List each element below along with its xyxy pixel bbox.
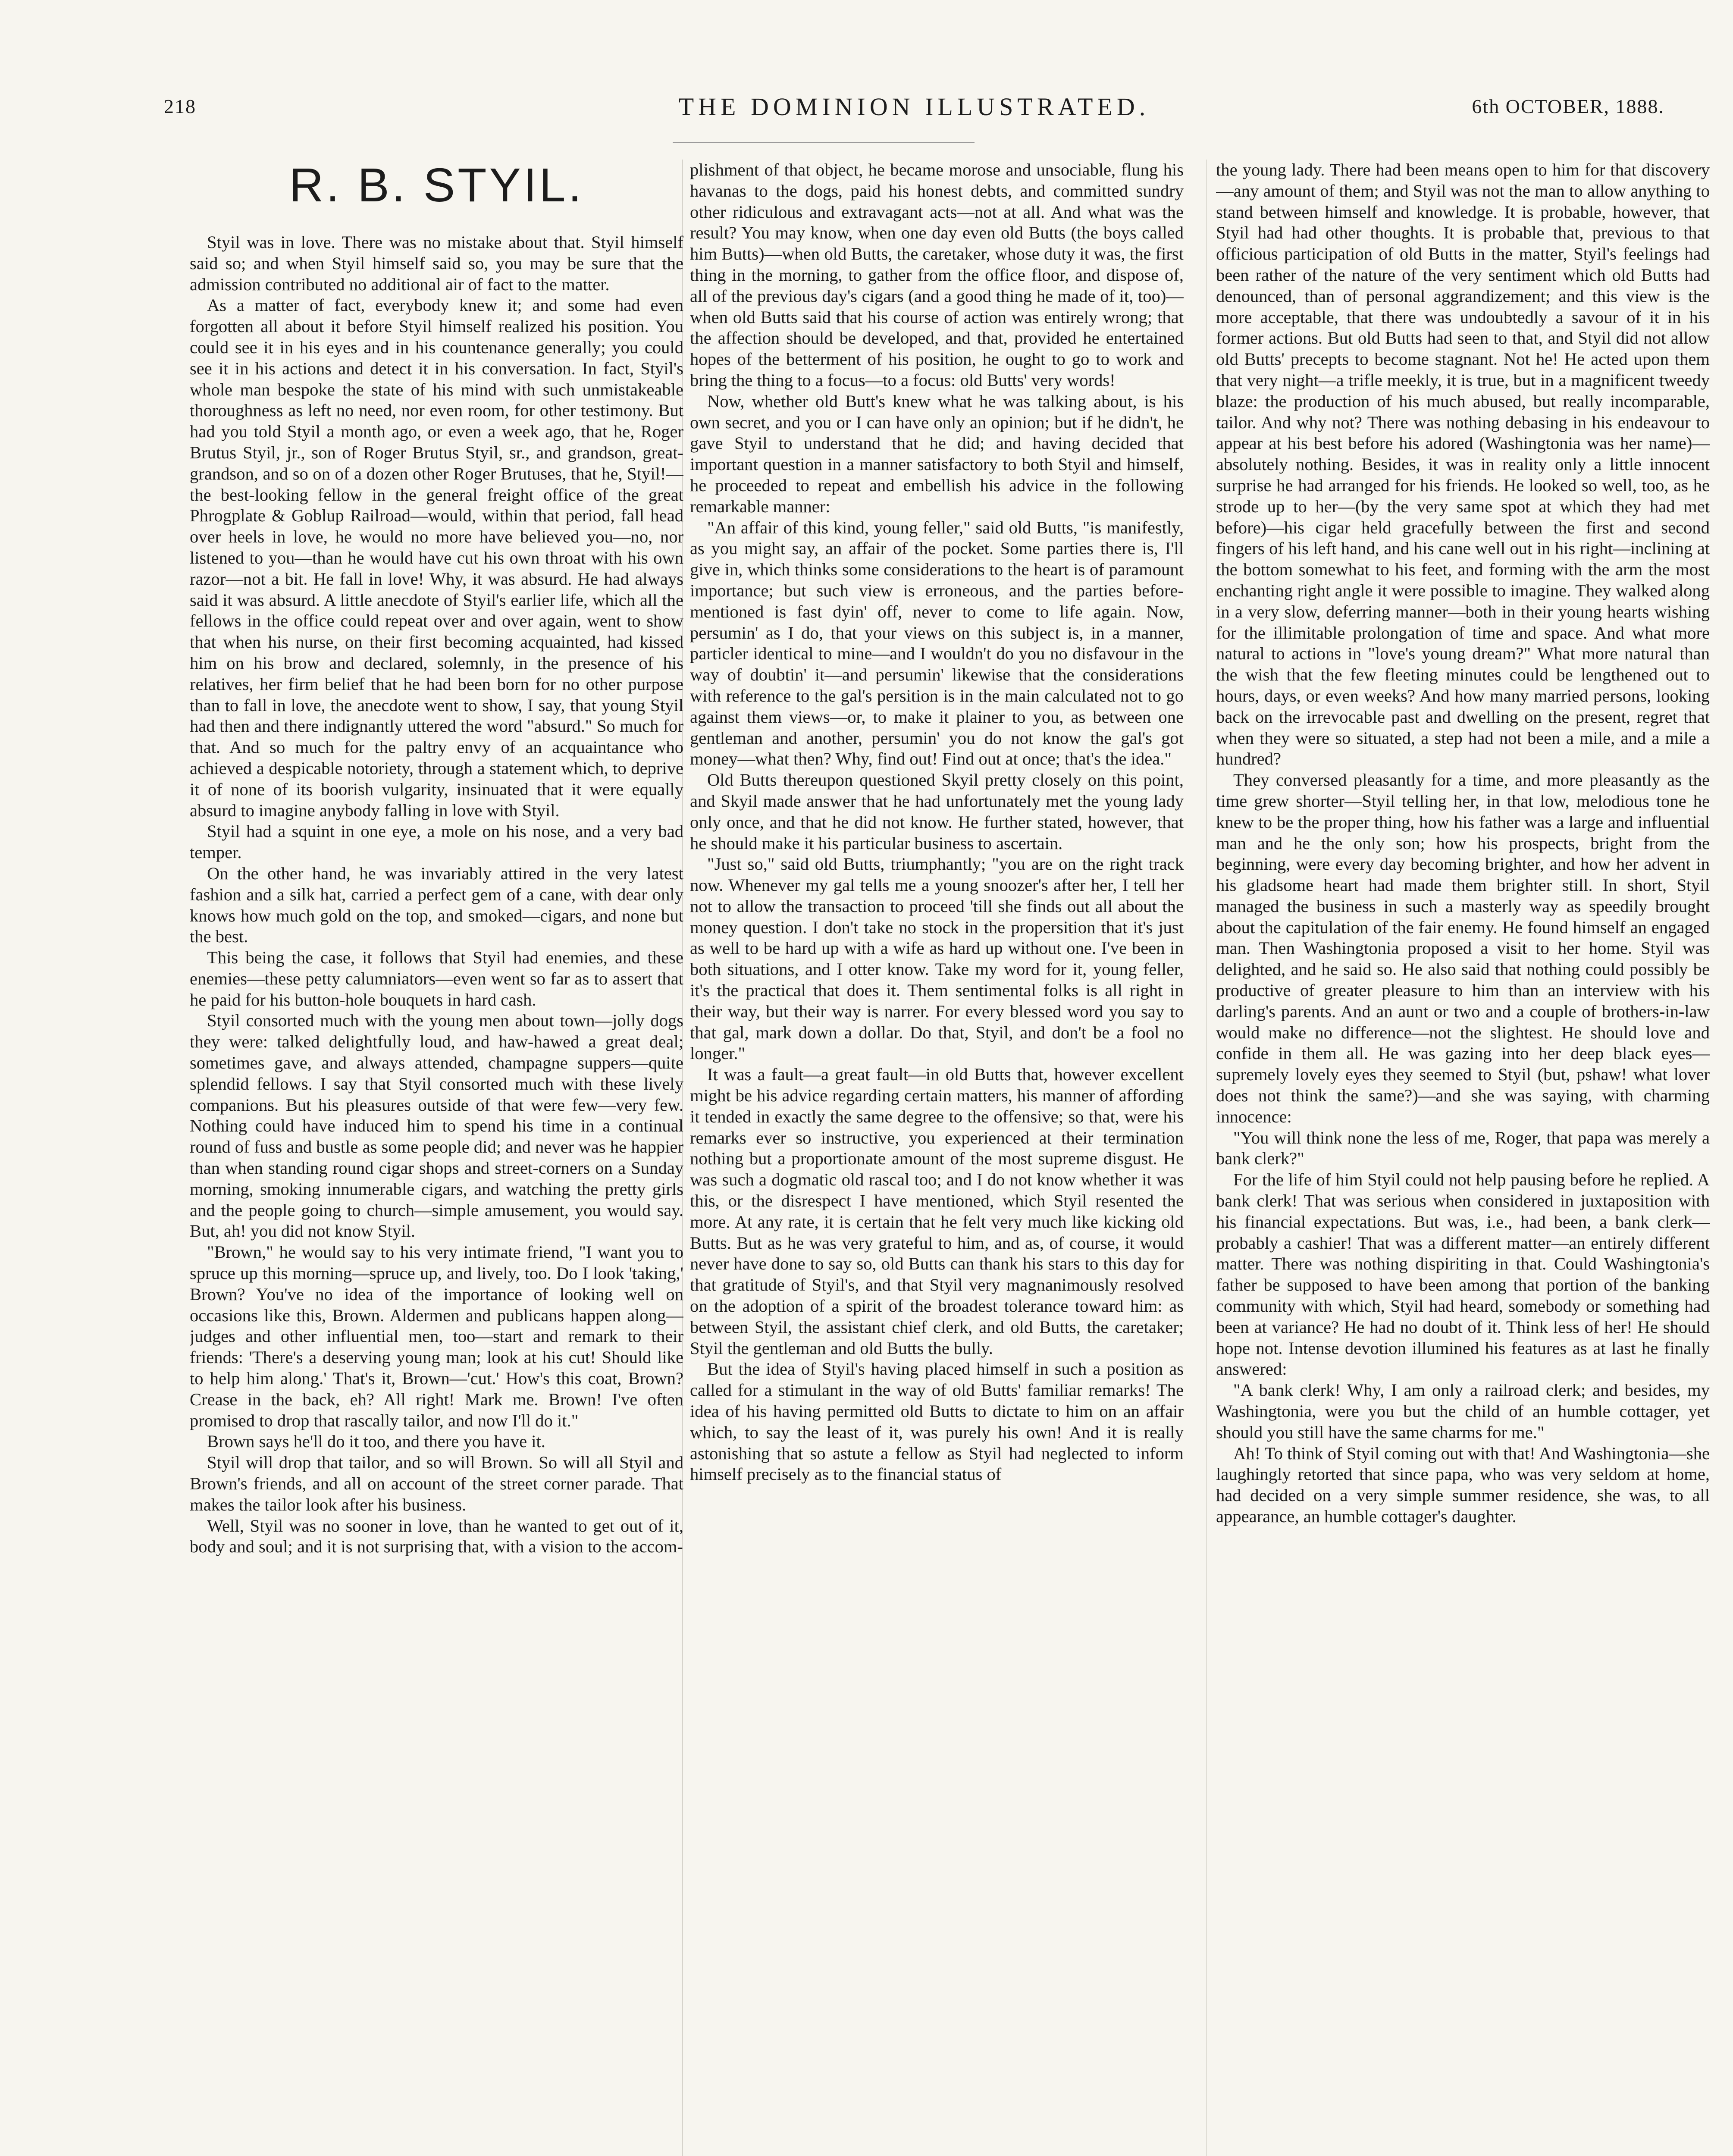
paragraph: Old Butts thereupon questioned Skyil pretty closely on this point, and Skyil made answer that he had unfortunately met the young lady only once, and that he did not know. He further stated, however, that he should make it his particular business to ascertain.: [690, 770, 1184, 853]
text-column-3: [1216, 160, 1710, 1527]
paragraph: Styil was in love. There was no mistake about that. Styil himself said so; and when Styil himself said so, you may be sure that the admission contributed no additional air of fact to the matter.: [190, 232, 683, 294]
page-number: 218: [164, 95, 196, 117]
paragraph: Styil will drop that tailor, and so will Brown. So will all Styil and Brown's friends, and all on account of the street corner parade. That makes the tailor look after his business.: [190, 1453, 683, 1514]
running-head: [164, 95, 1664, 134]
article-title: R. B. STYIL.: [289, 160, 584, 212]
paragraph: "A bank clerk! Why, I am only a railroad clerk; and besides, my Washingtonia, were you but the child of an humble cottager, yet should you still have the same charms for me.": [1216, 1380, 1710, 1442]
paragraph: It was a fault—a great fault—in old Butts that, however excellent might be his advice regarding certain matters, his manner of affording it tended in exactly the same degree to the offensive; so that, were his remarks ever so instructive, you experienced at their termination nothing but a proportionate amount of the most supreme disgust. He was such a dogmatic old rascal too; and I do not know whether it was this, or the disrespect I have mentioned, which Styil resented the more. At any rate, it is certain that he felt very much like kicking old Butts. But as he was very grateful to him, and as, of course, it would never have done to say so, old Butts can thank his stars to this day for that gratitude of Styil's, and that Styil very magnanimously resolved on the adoption of a spirit of the broadest tolerance toward him: as between Styil, the assistant chief clerk, and old Butts, the caretaker; Styil the gentleman and old Butts the bully.: [690, 1065, 1184, 1358]
paragraph: "An affair of this kind, young feller," said old Butts, "is manifestly, as you might say, an affair of the pocket. Some parties there is, I'll give in, which thinks some considerations to the heart is of paramount importance; but such view is erroneous, and the parties before-mentioned is fast dyin' off, never to come to life again. Now, persumin' as I do, that your views on this subject is, in a manner, particler identical to mine—and I wouldn't do you no disfavour in the way of doubtin' it—and persumin' likewise that the considerations with reference to the gal's persition is in the main calculated not to go against them views—or, to make it plainer to you, as between one gentleman and another, persumin' you do not know the gal's got money—what then? Why, find out! Find out at once; that's the idea.": [690, 517, 1184, 769]
paragraph: "You will think none the less of me, Roger, that papa was merely a bank clerk?": [1216, 1128, 1710, 1169]
paragraph: On the other hand, he was invariably attired in the very latest fashion and a silk hat, carried a perfect gem of a cane, with dear only knows how much gold on the top, and smoked—cigars, and none but the best.: [190, 863, 683, 946]
paragraph: plishment of that object, he became morose and unsociable, flung his havanas to the dogs, paid his honest debts, and committed sundry other ridiculous and extravagant acts—not at all. And what was the result? You may know, when one day even old Butts (the boys called him Butts)—when old Butts, the caretaker, whose duty it was, the first thing in the morning, to gather from the office floor, and dispose of, all of the previous day's cigars (and a good thing he made of it, too)—when old Butts said that his course of action was entirely wrong; that the affection should be developed, and that, provided he entertained hopes of the betterment of his position, he ought to go to work and bring the thing to a focus—to a focus: old Butts' very words!: [690, 160, 1184, 390]
paragraph: Styil had a squint in one eye, a mole on his nose, and a very bad temper.: [190, 821, 683, 862]
paragraph: Now, whether old Butt's knew what he was talking about, is his own secret, and you or I can have only an opinion; but if he didn't, he gave Styil to understand that he did; and having decided that important question in a manner satisfactory to both Styil and himself, he proceeded to repeat and embellish his advice in the following remarkable manner:: [690, 391, 1184, 516]
paragraph: Brown says he'll do it too, and there you have it.: [207, 1432, 545, 1451]
issue-date: 6th OCTOBER, 1888.: [1472, 95, 1664, 117]
text-column-1: [190, 160, 683, 1557]
paragraph: They conversed pleasantly for a time, and more pleasantly as the time grew shorter—Styil telling her, in that low, melodious tone he knew to be the proper thing, how his father was a large and influential man and he the only son; how his prospects, bright from the beginning, were every day becoming brighter, and how her advent in his gladsome heart had made them brighter still. In short, Styil managed the business in such a masterly way as speedily brought about the capitulation of the fair enemy. He found himself an engaged man. Then Washingtonia proposed a visit to her home. Styil was delighted, and he said so. He also said that nothing could possibly be productive of greater pleasure to him than an interview with his darling's parents. And an aunt or two and a couple of brothers-in-law would make no difference—not the slightest. He should love and confide in them all. He was gazing into her deep black eyes—supremely lovely eyes they seemed to Styil (but, pshaw! what lover does not think the same?)—and she was saying, with charming innocence:: [1216, 770, 1710, 1126]
paragraph: "Brown," he would say to his very intimate friend, "I want you to spruce up this morning—spruce up, and lively, too. Do I look 'taking,' Brown? You've no idea of the importance of looking well on occasions like this, Brown. Aldermen and publicans happen along—judges and other influential men, too—start and remark to their friends: 'There's a deserving young man; look at his cut! Should like to help him along.' That's it, Brown—'cut.' How's this coat, Brown? Crease in the back, eh? All right! Mark me. Brown! I've often promised to drop that rascally tailor, and now I'll do it.": [190, 1242, 683, 1430]
paragraph: Styil consorted much with the young men about town—jolly dogs they were: talked delightfully loud, and haw-hawed a great deal; sometimes gave, and always attended, champagne suppers—quite splendid fellows. I say that Styil consorted much with these lively companions. But his pleasures outside of that were few—very few. Nothing could have induced him to spend his time in a continual round of fuss and bustle as some people did; and never was he happier than when standing round cigar shops and street-corners on a Sunday morning, smoking innumerable cigars, and watching the pretty girls and the people going to church—simple amusement, you would say. But, ah! you did not know Styil.: [190, 1011, 683, 1241]
paragraph: This being the case, it follows that Styil had enemies, and these enemies—these petty calumniators—even went so far as to assert that he paid for his button-hole bouquets in hard cash.: [190, 948, 683, 1009]
journal-title: THE DOMINION ILLUSTRATED.: [678, 93, 1150, 121]
paragraph: As a matter of fact, everybody knew it; and some had even forgotten all about it before Styil himself realized his position. You could see it in his eyes and in his countenance generally; you could see it in his actions and detect it in his conversation. In fact, Styil's whole man bespoke the state of his mind with such unmistakeable thoroughness as left no need, nor even room, for other testimony. But had you told Styil a month ago, or even a week ago, that he, Roger Brutus Styil, jr., son of Roger Brutus Styil, sr., and grandson, great-grandson, and so on of a dozen other Roger Brutuses, that he, Styil!—the best-looking fellow in the general freight office of the great Phrogplate & Goblup Railroad—would, within that period, fall head over heels in love, he would no more have believed you—no, nor listened to you—than he would have cut his own throat with his own razor—not a bit. He fall in love! Why, it was absurd. He had always said it was absurd. A little anecdote of Styil's earlier life, which all the fellows in the office could repeat over and over again, went to show that when his nurse, on their first becoming acquainted, had kissed him on his brow and declared, solemnly, in the presence of his relatives, her firm belief that he had been born for no other purpose than to fall in love, the anecdote went to show, I say, that young Styil had then and there indignantly uttered the word "absurd." So much for that. And so much for the paltry envy of an acquaintance who achieved a despicable notoriety, through a statement which, to deprive it of none of its boorish vulgarity, insinuated that it were equally absurd to imagine anybody falling in love with Styil.: [190, 295, 683, 820]
paragraph: "Just so," said old Butts, triumphantly; "you are on the right track now. Whenever my gal tells me a young snoozer's after her, I tell her not to allow the transaction to proceed 'till she finds out all about the money question. I don't take no stock in the propersition that it's just as well to be hard up with a wife as hard up without one. I've been in both situations, and I otter know. Take my word for it, young feller, it's the practical that does it. Them sentimental folks is all right in their way, but their way is narrer. For every blessed word you say to that gal, mark down a dollar. Do that, Styil, and don't be a fool no longer.": [690, 854, 1184, 1063]
paragraph: For the life of him Styil could not help pausing before he replied. A bank clerk! That was serious when considered in juxtaposition with his financial expectations. But was, i.e., had been, a bank clerk—probably a cashier! That was a different matter—an entirely different matter. There was nothing dispiriting in that. Could Washingtonia's father be supposed to have been among that portion of the banking community with which, Styil had heard, somebody or something had been at variance? He had no doubt of it. Think less of her! He should hope not. Intense devotion illumined his features as at last he finally answered:: [1216, 1170, 1710, 1379]
text-column-2: [690, 160, 1184, 1485]
paragraph: Well, Styil was no sooner in love, than he wanted to get out of it, body and soul; and it is not surprising that, with a vision to the accom-: [190, 1516, 683, 1557]
paragraph: the young lady. There had been means open to him for that discovery—any amount of them; and Styil was not the man to allow anything to stand between himself and knowledge. It is probable, however, that Styil had had other thoughts. It is probable that, previous to that officious participation of old Butts in the matter, Styil's feelings had been rather of the nature of the very sentiment which old Butts had denounced, than of personal aggrandizement; and this view is the more acceptable, that there was undoubtedly a savour of it in his former actions. But old Butts had seen to that, and Styil did not allow old Butts' precepts to become stagnant. Not he! He acted upon them that very night—a trifle meekly, it is true, but in a magnificent tweedy blaze: the production of his much abused, but really incomparable, tailor. And why not? There was nothing debasing in his endeavour to appear at his best before his adored (Washingtonia was her name)—absolutely nothing. Besides, it was in reality only a little innocent surprise he had arranged for his friends. He looked so well, too, as he strode up to her—(by the very same spot at which they had met before)—his cigar held gracefully between the first and second fingers of his left hand, and his cane well out in his right—inclining at the bottom somewhat to his feet, and forming with the arm the most enchanting right angle it were possible to imagine. They walked along in a very slow, deferring manner—both in their young hearts wishing for the illimitable prolongation of time and space. And what more natural to actions in "love's young dream?" What more natural than the wish that the few fleeting minutes could be lengthened out to hours, days, or even weeks? And how many married persons, looking back on the irrevocable past and dwelling on the present, regret that when they were so situated, a step had not been a mile, and a mile a hundred?: [1216, 160, 1710, 769]
paragraph: But the idea of Styil's having placed himself in such a position as called for a stimulant in the way of old Butts' familiar remarks! The idea of his having permitted old Butts to dictate to him on an affair which, to say the least of it, was purely his own! And it is really astonishing that so astute a fellow as Styil had neglected to inform himself precisely as to the financial status of: [690, 1359, 1184, 1484]
paragraph: Ah! To think of Styil coming out with that! And Washingtonia—she laughingly retorted that since papa, who was very seldom at home, had decided on a very simple summer residence, she was, to all appearance, an humble cottager's daughter.: [1216, 1443, 1710, 1526]
header-rule: [673, 142, 975, 143]
